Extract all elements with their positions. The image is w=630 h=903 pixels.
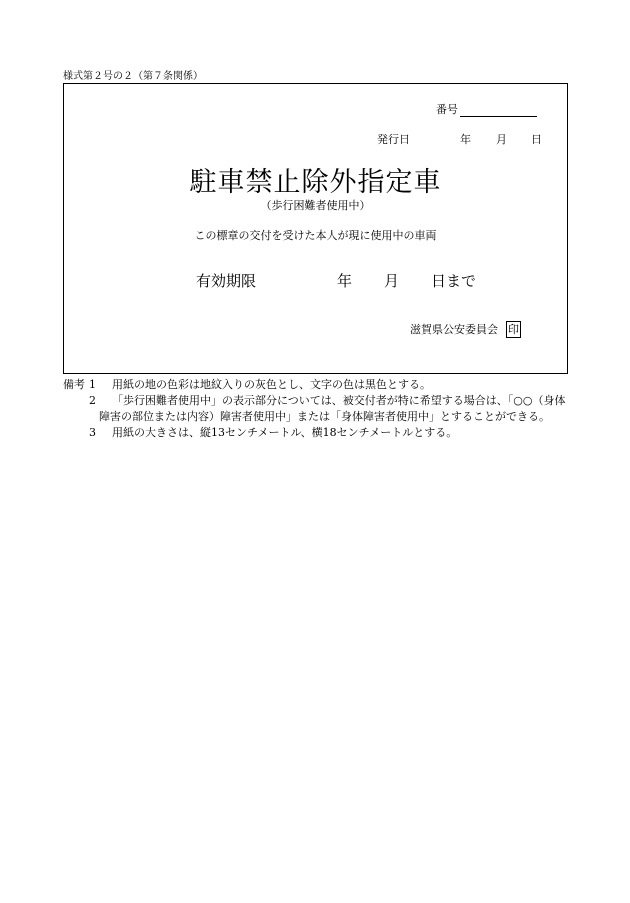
authority-name: 滋賀県公安委員会	[410, 323, 498, 336]
parking-permit-certificate	[63, 83, 568, 374]
usage-note: この標章の交付を受けた本人が現に使用中の車両	[194, 229, 437, 242]
validity-day-label: 日まで	[431, 272, 477, 290]
form-label: 様式第２号の２（第７条関係）	[63, 71, 203, 82]
remark-number: 2	[89, 394, 96, 407]
seal-box: 印	[508, 323, 519, 336]
issue-year-label: 年	[460, 133, 471, 146]
remark-number: 1	[89, 378, 96, 391]
issue-date-label: 発行日	[377, 133, 410, 146]
remark-item-2	[63, 393, 568, 425]
validity-month-label: 月	[384, 272, 400, 290]
remarks-heading: 備考	[63, 378, 85, 391]
permit-title: 駐車禁止除外指定車	[189, 167, 442, 198]
issue-month-label: 月	[496, 133, 507, 146]
permit-subtitle: （歩行困難者使用中）	[260, 199, 371, 212]
number-row	[436, 101, 537, 117]
number-field-line	[460, 104, 537, 117]
remark-text: 「歩行困難者使用中」の表示部分については、被交付者が特に希望する場合は、「○○（身体障害の部位または内容）障害者使用中」または「身体障害者使用中」とすることができる。	[99, 394, 566, 423]
validity-label: 有効期限	[196, 272, 257, 290]
remark-item-1	[63, 377, 568, 393]
remark-item-3	[63, 425, 568, 441]
validity-year-label: 年	[337, 272, 353, 290]
issue-day-label: 日	[531, 133, 542, 146]
remark-text: 用紙の大きさは、縦13センチメートル、横18センチメートルとする。	[112, 426, 458, 439]
number-label: 番号	[436, 103, 458, 116]
remarks-section	[63, 377, 568, 441]
authority-row	[410, 321, 521, 338]
remark-text: 用紙の地の色彩は地紋入りの灰色とし、文字の色は黒色とする。	[112, 378, 431, 391]
remark-number: 3	[89, 426, 96, 439]
